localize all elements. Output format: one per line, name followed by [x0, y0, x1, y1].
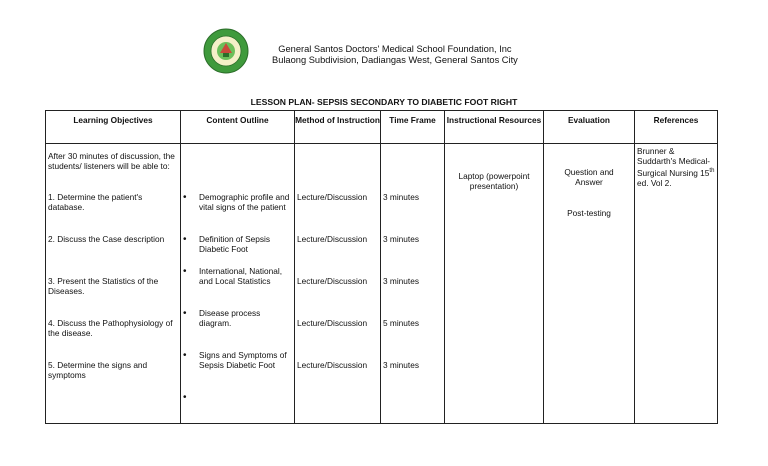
col-header-time: Time Frame [381, 111, 445, 144]
objective-3: 3. Present the Statistics of the Diseases. [48, 276, 159, 296]
time-2: 3 minutes [383, 234, 419, 244]
method-4: Lecture/Discussion [297, 318, 368, 328]
lesson-plan-table [45, 110, 718, 424]
references-text [637, 146, 715, 188]
method-5: Lecture/Discussion [297, 360, 368, 370]
content-item-5 [183, 350, 292, 370]
bullet-icon [183, 392, 187, 403]
evaluation-2: Post-testing [567, 208, 611, 218]
references-main: Brunner & Suddarth's Medical-Surgical Nursing 15 [637, 146, 711, 178]
method-3: Lecture/Discussion [297, 276, 368, 286]
references-cell [635, 144, 718, 424]
objective-4: 4. Discuss the Pathophysiology of the disease. [48, 318, 173, 338]
time-5: 3 minutes [383, 360, 419, 370]
time-4: 5 minutes [383, 318, 419, 328]
references-sup: th [709, 168, 715, 174]
time-3: 3 minutes [383, 276, 419, 286]
objective-5: 5. Determine the signs and symptoms [48, 360, 148, 380]
bullet-icon [183, 308, 187, 319]
objectives-intro: After 30 minutes of discussion, the students/ listeners will be able to: [48, 151, 175, 171]
col-header-evaluation: Evaluation [544, 111, 635, 144]
table-header-row [46, 111, 718, 144]
time-cell [381, 144, 445, 424]
references-tail: ed. Vol 2. [637, 177, 672, 188]
col-header-method: Method of Instruction [295, 111, 381, 144]
col-header-references: References [635, 111, 718, 144]
objective-2: 2. Discuss the Case description [48, 234, 165, 244]
content-text-2: Definition of Sepsis Diabetic Foot [199, 234, 271, 254]
bullet-icon [183, 350, 187, 361]
col-header-content: Content Outline [181, 111, 295, 144]
content-text-5: Signs and Symptoms of Sepsis Diabetic Foot [199, 350, 287, 370]
school-address: Bulaong Subdivision, Dadiangas West, General Santos City [272, 55, 518, 65]
method-2: Lecture/Discussion [297, 234, 368, 244]
evaluation-1: Question and Answer [564, 167, 614, 187]
content-text-4: Disease process diagram. [199, 308, 261, 328]
content-item-1 [183, 192, 292, 212]
content-text-1: Demographic profile and vital signs of the patient [199, 192, 290, 212]
objectives-cell [46, 144, 181, 424]
content-item-2 [183, 234, 292, 254]
evaluation-cell [544, 144, 635, 424]
bullet-icon [183, 266, 187, 277]
resources-text: Laptop (powerpoint presentation) [458, 171, 530, 191]
content-item-4 [183, 308, 292, 328]
col-header-objectives: Learning Objectives [46, 111, 181, 144]
content-item-3 [183, 266, 292, 286]
resources-cell [445, 144, 544, 424]
time-1: 3 minutes [383, 192, 419, 202]
content-text-3: International, National, and Local Statistics [199, 266, 283, 286]
table-body-row [46, 144, 718, 424]
bullet-icon [183, 192, 187, 203]
school-name: General Santos Doctors' Medical School Foundation, Inc [278, 44, 512, 54]
objective-1: 1. Determine the patient's database. [48, 192, 143, 212]
lesson-plan-title: LESSON PLAN- SEPSIS SECONDARY TO DIABETIC FOOT RIGHT [250, 97, 518, 107]
method-1: Lecture/Discussion [297, 192, 368, 202]
school-seal-logo [203, 28, 249, 74]
school-header [272, 44, 518, 66]
method-cell [295, 144, 381, 424]
bullet-icon [183, 234, 187, 245]
col-header-resources: Instructional Resources [445, 111, 544, 144]
content-cell [181, 144, 295, 424]
